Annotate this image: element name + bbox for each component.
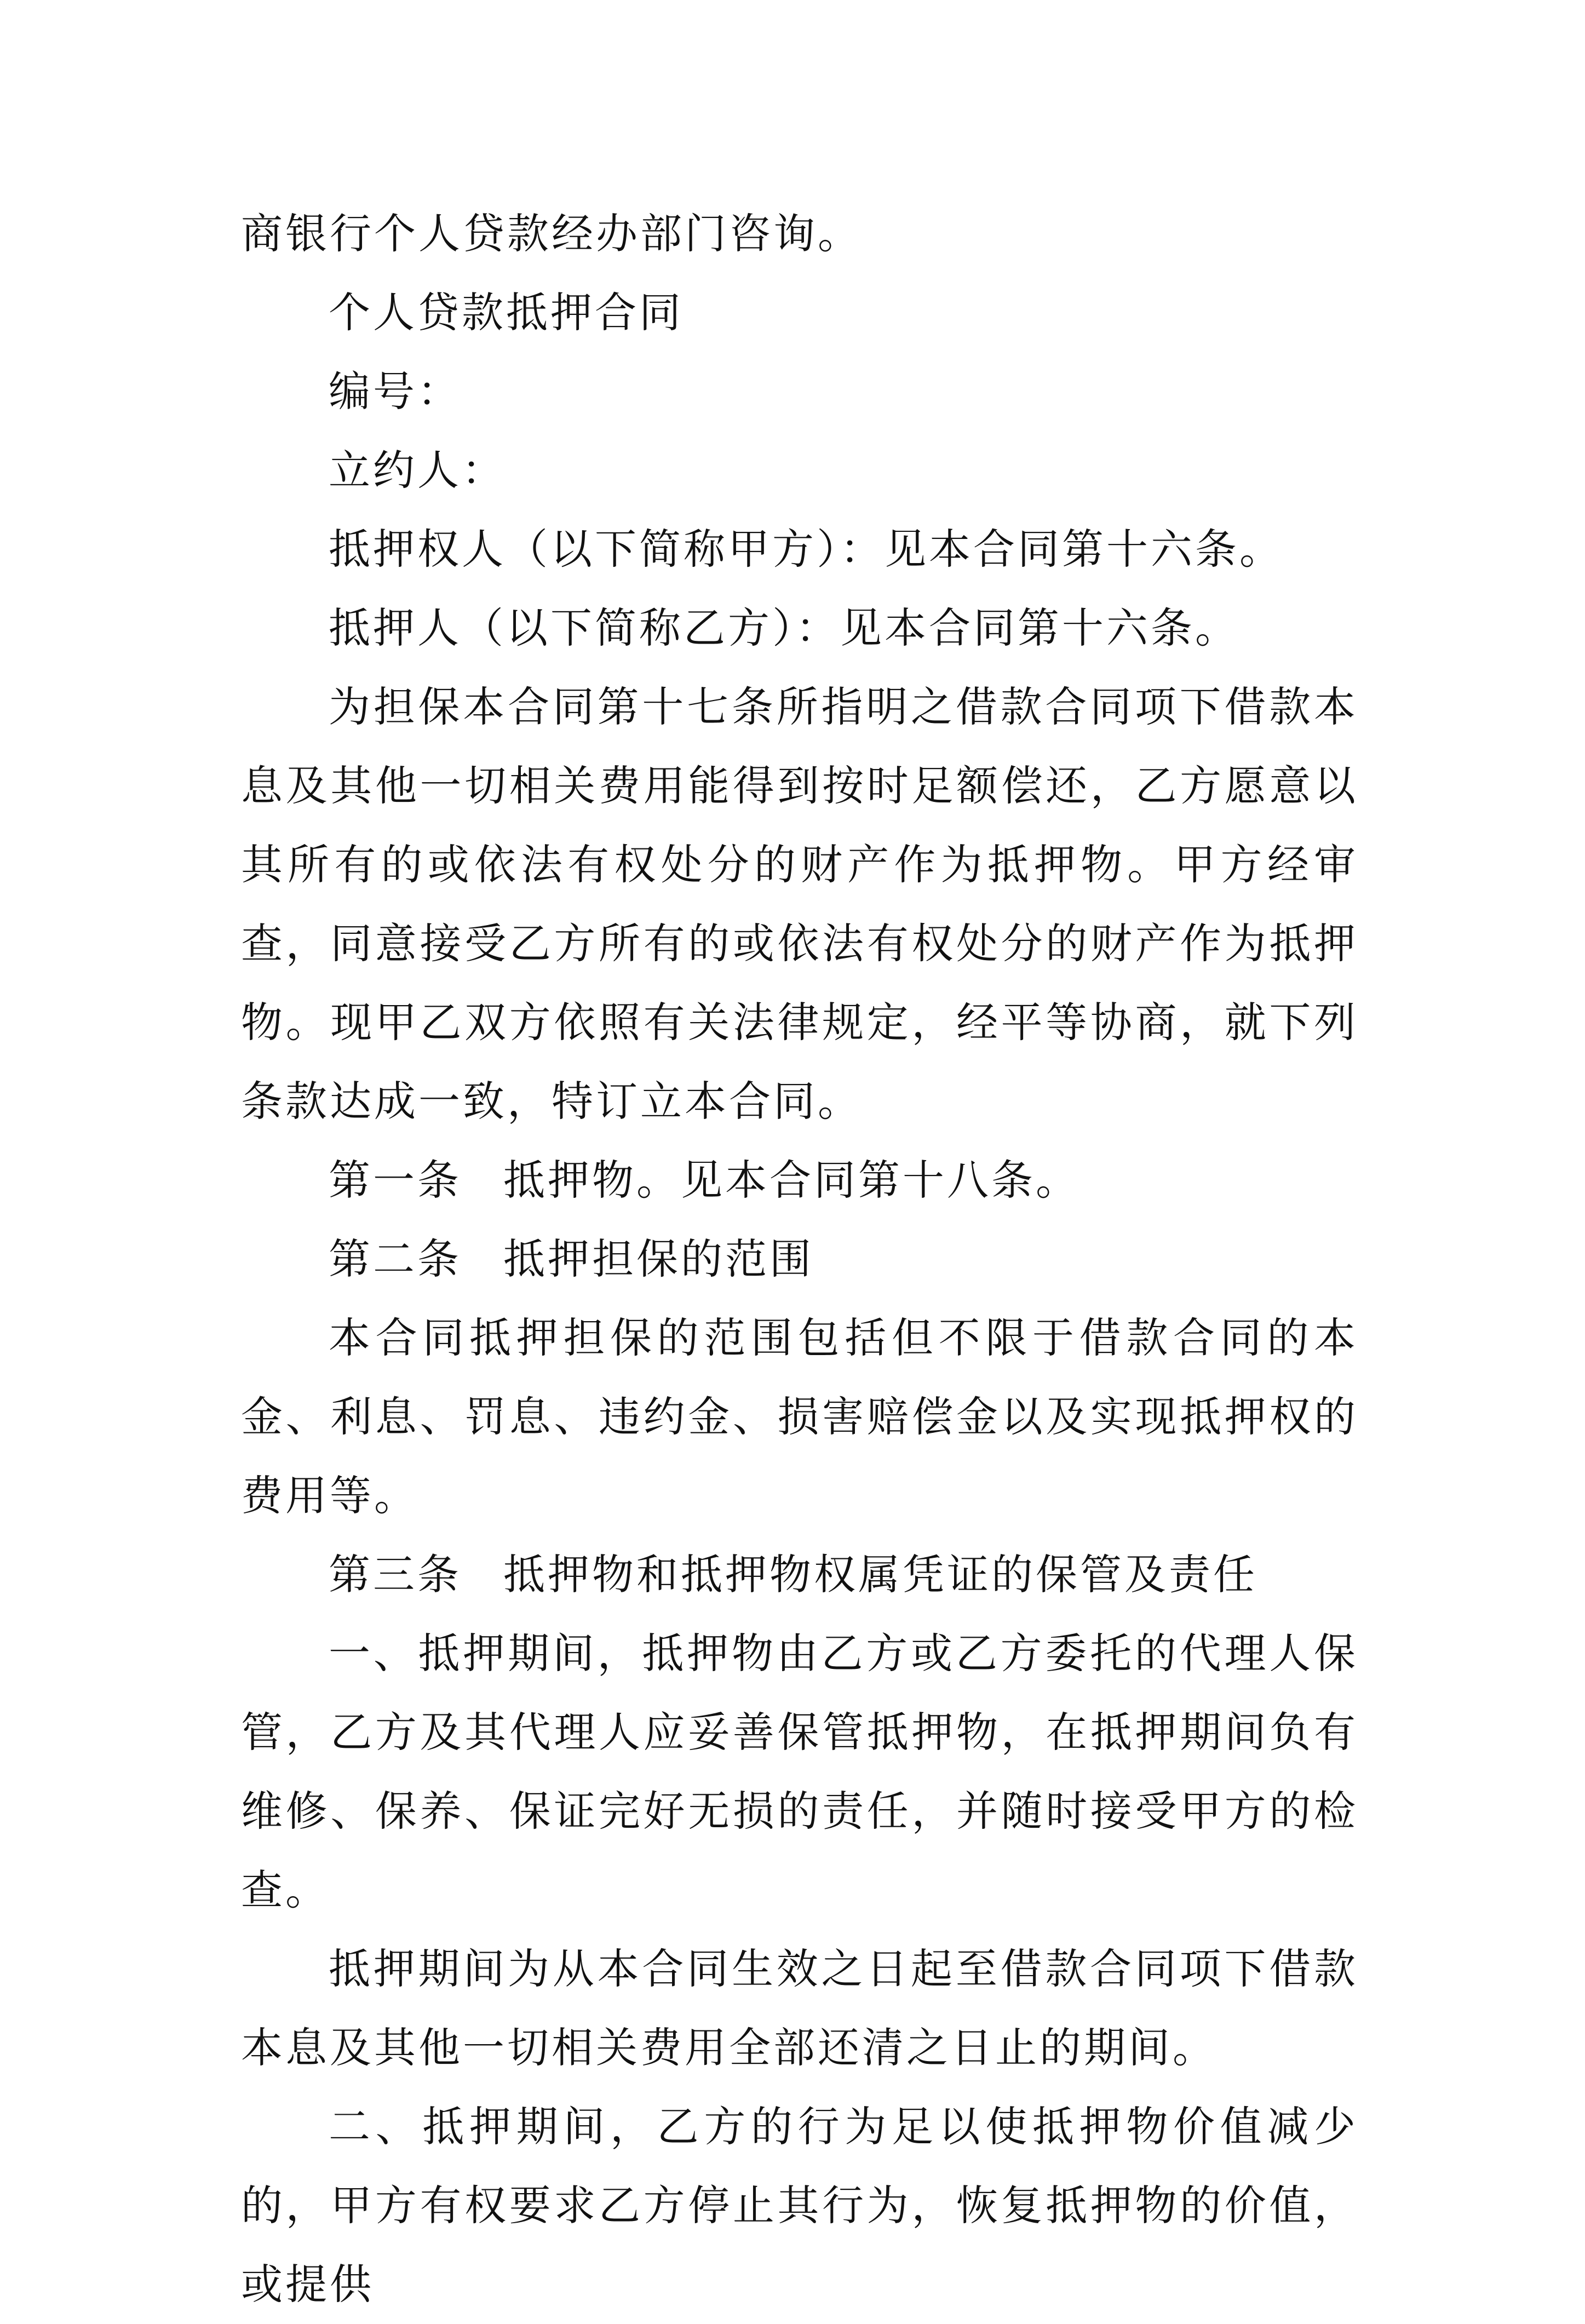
article-3-clause-2: 二、抵押期间，乙方的行为足以使抵押物价值减少的，甲方有权要求乙方停止其行为，恢复抵押物的价值，或提供: [241, 2102, 1358, 2309]
mortgagor-line: 抵押人（以下简称乙方）：见本合同第十六条。: [329, 604, 1239, 652]
parties-heading: 立约人：: [329, 446, 506, 495]
contract-title: 个人贷款抵押合同: [329, 288, 684, 337]
article-3-number: 第三条: [329, 1550, 462, 1599]
article-2-number: 第二条: [329, 1235, 462, 1283]
article-3-clause-1: 一、抵押期间，抵押物由乙方或乙方委托的代理人保管，乙方及其代理人应妥善保管抵押物，在抵押期间负有维修、保养、保证完好无损的责任，并随时接受甲方的检查。: [241, 1629, 1358, 1914]
article-2-text: 抵押担保的范围: [503, 1235, 814, 1283]
document-body: [241, 194, 1358, 2324]
article-2-body: 本合同抵押担保的范围包括但不限于借款合同的本金、利息、罚息、违约金、损害赔偿金以及实现抵押权的费用等。: [241, 1313, 1358, 1520]
mortgagee-line: 抵押权人（以下简称甲方）：见本合同第十六条。: [329, 525, 1284, 573]
preamble-paragraph: 为担保本合同第十七条所指明之借款合同项下借款本息及其他一切相关费用能得到按时足额偿还，乙方愿意以其所有的或依法有权处分的财产作为抵押物。甲方经审查，同意接受乙方所有的或依法有权处分的财产作为抵押物。现甲乙双方依照有关法律规定，经平等协商，就下列条款达成一致，特订立本合同。: [241, 682, 1358, 1126]
contract-number: 编号：: [329, 367, 462, 416]
article-3-period: 抵押期间为从本合同生效之日起至借款合同项下借款本息及其他一切相关费用全部还清之日止的期间。: [241, 1944, 1358, 2072]
article-1-text: 抵押物。见本合同第十八条。: [503, 1156, 1080, 1204]
article-2: [241, 1220, 1358, 1299]
article-3: [241, 1535, 1358, 1614]
paragraph-continuation: 商银行个人贷款经办部门咨询。: [241, 209, 862, 258]
article-1-number: 第一条: [329, 1156, 462, 1204]
article-1: [241, 1141, 1358, 1220]
article-3-text: 抵押物和抵押物权属凭证的保管及责任: [503, 1550, 1257, 1599]
